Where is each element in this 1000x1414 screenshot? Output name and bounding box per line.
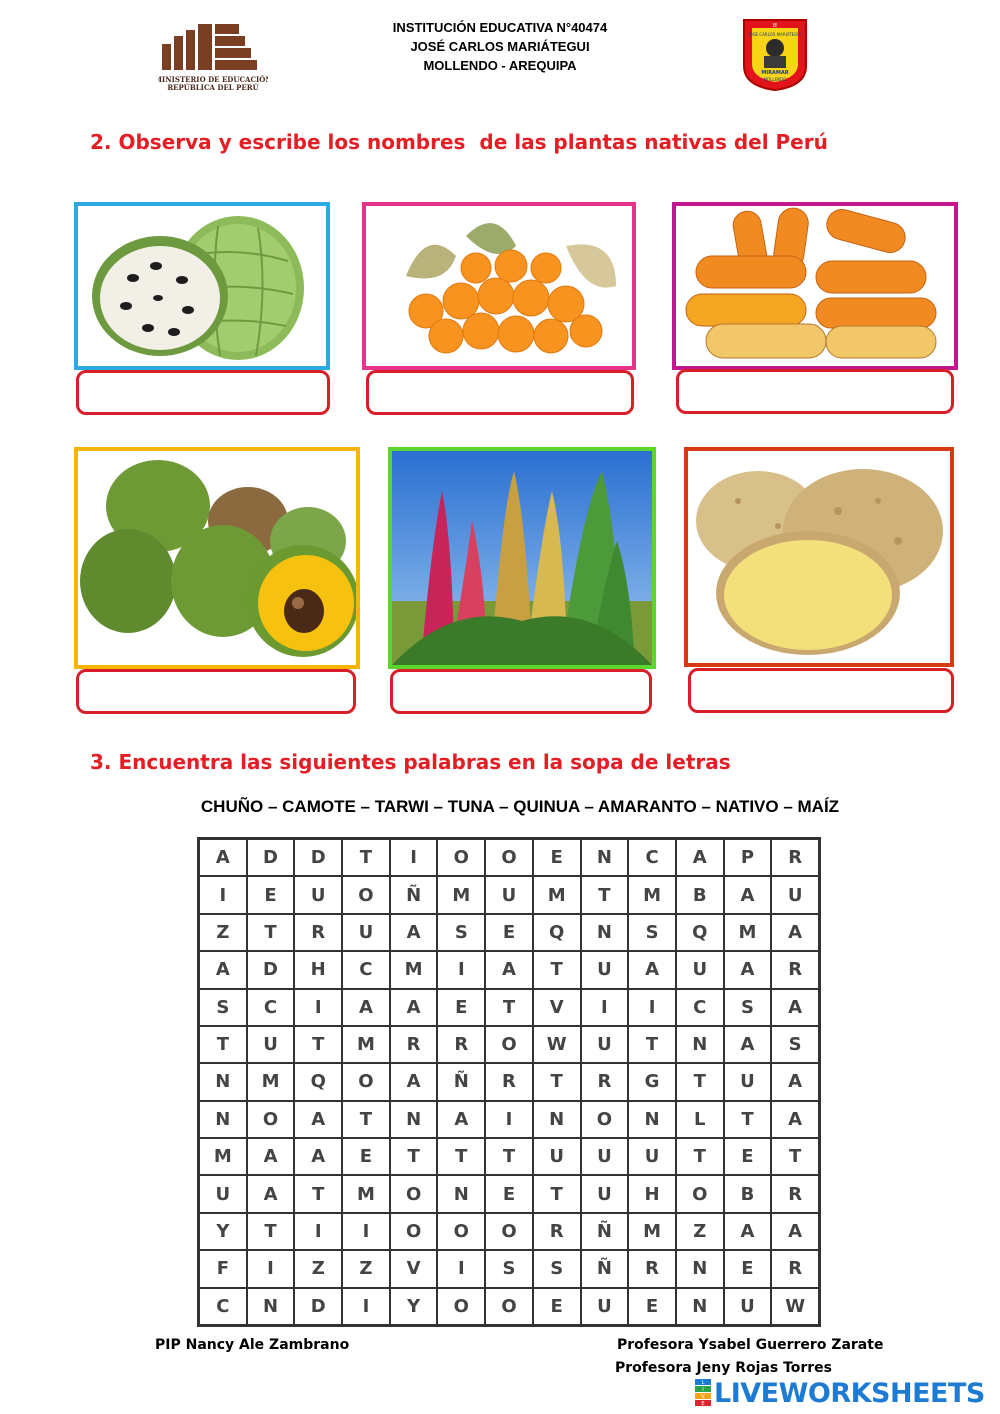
grid-cell[interactable]: A [771,989,819,1026]
grid-cell[interactable]: T [676,1138,724,1175]
grid-cell[interactable]: I [485,1101,533,1138]
grid-cell[interactable]: O [390,1175,438,1212]
grid-cell[interactable]: U [485,876,533,913]
section-3-title [90,750,731,774]
grid-cell[interactable]: O [676,1175,724,1212]
grid-cell[interactable]: O [485,1213,533,1250]
olluco-image [672,202,958,370]
grid-cell[interactable]: O [437,839,485,876]
grid-cell[interactable]: T [533,951,581,988]
grid-cell[interactable]: N [628,1101,676,1138]
grid-cell[interactable]: A [390,1063,438,1100]
grid-cell[interactable]: I [247,1250,295,1287]
grid-cell[interactable]: R [437,1026,485,1063]
grid-cell[interactable]: U [199,1175,247,1212]
grid-cell[interactable]: A [437,1101,485,1138]
grid-cell[interactable]: Y [390,1288,438,1325]
grid-cell[interactable]: S [199,989,247,1026]
grid-cell[interactable]: C [247,989,295,1026]
credit-teacher-1: Profesora Ysabel Guerrero Zarate [617,1337,884,1353]
school-name-line-2: JOSÉ CARLOS MARIÁTEGUI [410,39,590,54]
grid-cell[interactable]: U [581,1288,629,1325]
grid-cell[interactable]: O [437,1288,485,1325]
grid-cell[interactable]: N [581,839,629,876]
grid-cell[interactable]: M [724,914,772,951]
grid-cell[interactable]: T [390,1138,438,1175]
grid-cell[interactable]: Z [199,914,247,951]
grid-cell[interactable]: I [581,989,629,1026]
grid-cell[interactable]: T [485,1138,533,1175]
grid-cell[interactable]: C [676,989,724,1026]
grid-cell[interactable]: I [294,989,342,1026]
grid-cell[interactable]: Q [533,914,581,951]
grid-cell[interactable]: O [390,1213,438,1250]
grid-cell[interactable]: T [342,839,390,876]
grid-cell[interactable]: U [724,1288,772,1325]
grid-cell[interactable]: B [676,876,724,913]
grid-cell[interactable]: M [199,1138,247,1175]
svg-text:E: E [701,1401,705,1407]
grid-cell[interactable]: O [247,1101,295,1138]
section-3-number: 3. [90,750,112,774]
school-crest [740,16,810,92]
grid-cell[interactable]: U [581,951,629,988]
grid-cell[interactable]: A [724,951,772,988]
grid-cell[interactable]: V [533,989,581,1026]
grid-cell[interactable]: S [771,1026,819,1063]
section-2-number: 2. [90,130,112,154]
grid-cell[interactable]: U [581,1175,629,1212]
grid-cell[interactable]: O [485,1026,533,1063]
liveworksheets-wordmark: LIVEWORKSHEETS [714,1377,985,1409]
grid-cell[interactable]: M [437,876,485,913]
grid-cell[interactable]: T [533,1063,581,1100]
grid-cell[interactable]: Q [676,914,724,951]
grid-cell[interactable]: O [485,1288,533,1325]
grid-cell[interactable]: A [199,839,247,876]
grid-cell[interactable]: O [342,876,390,913]
grid-cell[interactable]: E [724,1138,772,1175]
grid-cell[interactable]: R [628,1250,676,1287]
grid-cell[interactable]: T [247,914,295,951]
grid-cell[interactable]: D [294,1288,342,1325]
section-3-text: Encuentra las siguientes palabras en la sopa de letras [118,750,731,774]
chirimoya-image [74,202,330,370]
grid-cell[interactable]: R [771,951,819,988]
grid-cell[interactable]: N [199,1063,247,1100]
word-list: CHUÑO – CAMOTE – TARWI – TUNA – QUINUA – AMARANTO – NATIVO – MAÍZ [200,797,840,816]
minedu-logo-line-2: REPÚBLICA DEL PERÚ [167,83,259,92]
minedu-logo-line-1: MINISTERIO DE EDUCACIÓN [158,75,268,84]
liveworksheets-badge-icon [694,1379,712,1407]
grid-cell[interactable]: U [581,1138,629,1175]
grid-cell[interactable]: O [485,839,533,876]
grid-cell[interactable]: A [724,1026,772,1063]
grid-cell[interactable]: C [199,1288,247,1325]
grid-cell[interactable]: R [485,1063,533,1100]
grid-cell[interactable]: U [294,876,342,913]
grid-cell[interactable]: Ñ [390,876,438,913]
grid-cell[interactable]: S [724,989,772,1026]
grid-cell[interactable]: E [533,1288,581,1325]
grid-cell[interactable]: U [342,914,390,951]
grid-cell[interactable]: P [724,839,772,876]
grid-cell[interactable]: N [676,1026,724,1063]
crest-text-name: JOSÉ CARLOS MARIÁTEGUI [748,32,802,37]
answer-field-4[interactable] [76,669,356,714]
grid-cell[interactable]: R [771,1250,819,1287]
grid-cell[interactable]: A [247,1175,295,1212]
grid-cell[interactable]: N [437,1175,485,1212]
grid-cell[interactable]: E [724,1250,772,1287]
svg-text:I: I [702,1387,704,1393]
credit-pip: PIP Nancy Ale Zambrano [155,1337,350,1353]
grid-cell[interactable]: O [437,1213,485,1250]
grid-cell[interactable]: N [533,1101,581,1138]
grid-cell[interactable]: Z [294,1250,342,1287]
grid-cell[interactable]: U [676,951,724,988]
grid-cell[interactable]: A [294,1101,342,1138]
grid-cell[interactable]: U [581,1026,629,1063]
grid-cell[interactable]: T [437,1138,485,1175]
grid-cell[interactable]: E [628,1288,676,1325]
grid-cell[interactable]: A [771,1063,819,1100]
grid-cell[interactable]: A [771,1101,819,1138]
grid-cell[interactable]: A [199,951,247,988]
grid-cell[interactable]: W [771,1288,819,1325]
grid-cell[interactable]: T [199,1026,247,1063]
grid-cell[interactable]: M [628,876,676,913]
quinua-plant-image [388,447,656,669]
credit-teacher-2: Profesora Jeny Rojas Torres [615,1360,833,1376]
school-location-line: MOLLENDO - AREQUIPA [423,58,577,73]
grid-cell[interactable]: M [390,951,438,988]
grid-cell[interactable]: N [247,1288,295,1325]
grid-cell[interactable]: A [247,1138,295,1175]
crest-text-mollendo: MOLLENDO [763,77,787,82]
grid-cell[interactable]: B [724,1175,772,1212]
grid-cell[interactable]: E [533,839,581,876]
grid-cell[interactable]: N [676,1288,724,1325]
grid-cell[interactable]: I [199,876,247,913]
grid-cell[interactable]: T [771,1138,819,1175]
grid-cell[interactable]: O [581,1101,629,1138]
school-name-line-1: INSTITUCIÓN EDUCATIVA N°40474 [392,20,608,35]
grid-cell[interactable]: M [342,1175,390,1212]
grid-cell[interactable]: I [342,1213,390,1250]
grid-cell[interactable]: U [247,1026,295,1063]
grid-cell[interactable]: H [294,951,342,988]
grid-cell[interactable]: E [485,914,533,951]
grid-cell[interactable]: A [771,914,819,951]
potato-image [684,447,954,667]
grid-cell[interactable]: A [724,1213,772,1250]
minedu-logo [158,22,268,94]
grid-cell[interactable]: I [628,989,676,1026]
grid-cell[interactable]: D [247,951,295,988]
grid-cell[interactable]: I [437,951,485,988]
grid-cell[interactable]: T [581,876,629,913]
grid-cell[interactable]: I [437,1250,485,1287]
grid-cell[interactable]: T [247,1213,295,1250]
grid-cell[interactable]: R [771,1175,819,1212]
grid-cell[interactable]: R [771,839,819,876]
grid-cell[interactable]: C [628,839,676,876]
grid-cell[interactable]: T [724,1101,772,1138]
grid-cell[interactable]: S [485,1250,533,1287]
grid-cell[interactable]: I [294,1213,342,1250]
grid-cell[interactable]: A [485,951,533,988]
grid-cell[interactable]: A [724,876,772,913]
grid-cell[interactable]: N [199,1101,247,1138]
grid-cell[interactable]: Ñ [581,1250,629,1287]
grid-cell[interactable]: A [628,951,676,988]
answer-field-2[interactable] [366,370,634,415]
answer-field-3[interactable] [676,369,954,414]
liveworksheets-logo [694,1375,985,1411]
grid-cell[interactable]: M [247,1063,295,1100]
grid-cell[interactable]: R [533,1213,581,1250]
crest-text-ie: IE [772,23,778,29]
grid-cell[interactable]: A [390,989,438,1026]
grid-cell[interactable]: S [628,914,676,951]
grid-cell[interactable]: T [533,1175,581,1212]
grid-cell[interactable]: E [437,989,485,1026]
grid-cell[interactable]: N [581,914,629,951]
grid-cell[interactable]: L [676,1101,724,1138]
grid-cell[interactable]: I [342,1288,390,1325]
grid-cell[interactable]: Ñ [581,1213,629,1250]
grid-cell[interactable]: R [581,1063,629,1100]
grid-cell[interactable]: T [628,1026,676,1063]
grid-cell[interactable]: Z [676,1213,724,1250]
grid-cell[interactable]: E [342,1138,390,1175]
grid-cell[interactable]: S [533,1250,581,1287]
grid-cell[interactable]: A [342,989,390,1026]
grid-cell[interactable]: A [390,914,438,951]
word-search-grid [197,837,821,1327]
grid-cell[interactable]: R [390,1026,438,1063]
grid-cell[interactable]: M [533,876,581,913]
grid-cell[interactable]: C [342,951,390,988]
grid-cell[interactable]: M [342,1026,390,1063]
lucuma-image [74,447,360,669]
grid-cell[interactable]: U [533,1138,581,1175]
answer-field-6[interactable] [688,668,954,713]
grid-cell[interactable]: R [294,914,342,951]
grid-cell[interactable]: Y [199,1213,247,1250]
grid-cell[interactable]: E [247,876,295,913]
grid-cell[interactable]: Q [294,1063,342,1100]
grid-cell[interactable]: H [628,1175,676,1212]
grid-cell[interactable]: A [676,839,724,876]
grid-cell[interactable]: T [294,1175,342,1212]
grid-cell[interactable]: T [485,989,533,1026]
grid-cell[interactable]: E [485,1175,533,1212]
grid-cell[interactable]: T [676,1063,724,1100]
answer-field-1[interactable] [76,370,330,415]
grid-cell[interactable]: O [342,1063,390,1100]
grid-cell[interactable]: V [390,1250,438,1287]
grid-cell[interactable]: N [390,1101,438,1138]
svg-text:V: V [701,1394,705,1400]
grid-cell[interactable]: F [199,1250,247,1287]
section-2-title [90,130,828,154]
aguaymanto-image [362,202,636,370]
grid-cell[interactable]: D [247,839,295,876]
grid-cell[interactable]: U [724,1063,772,1100]
crest-text-miramar: MIRAMAR [761,70,789,76]
grid-cell[interactable]: S [437,914,485,951]
grid-cell[interactable]: Ñ [437,1063,485,1100]
grid-cell[interactable]: I [390,839,438,876]
grid-cell[interactable]: N [676,1250,724,1287]
grid-cell[interactable]: U [771,876,819,913]
section-2-text: Observa y escribe los nombres de las plantas nativas del Perú [118,130,828,154]
grid-cell[interactable]: D [294,839,342,876]
grid-cell[interactable]: T [342,1101,390,1138]
answer-field-5[interactable] [390,669,652,714]
grid-cell[interactable]: T [294,1026,342,1063]
svg-text:L: L [701,1380,705,1386]
grid-cell[interactable]: M [628,1213,676,1250]
grid-cell[interactable]: Z [342,1250,390,1287]
grid-cell[interactable]: A [771,1213,819,1250]
grid-cell[interactable]: W [533,1026,581,1063]
grid-cell[interactable]: G [628,1063,676,1100]
grid-cell[interactable]: A [294,1138,342,1175]
grid-cell[interactable]: U [628,1138,676,1175]
